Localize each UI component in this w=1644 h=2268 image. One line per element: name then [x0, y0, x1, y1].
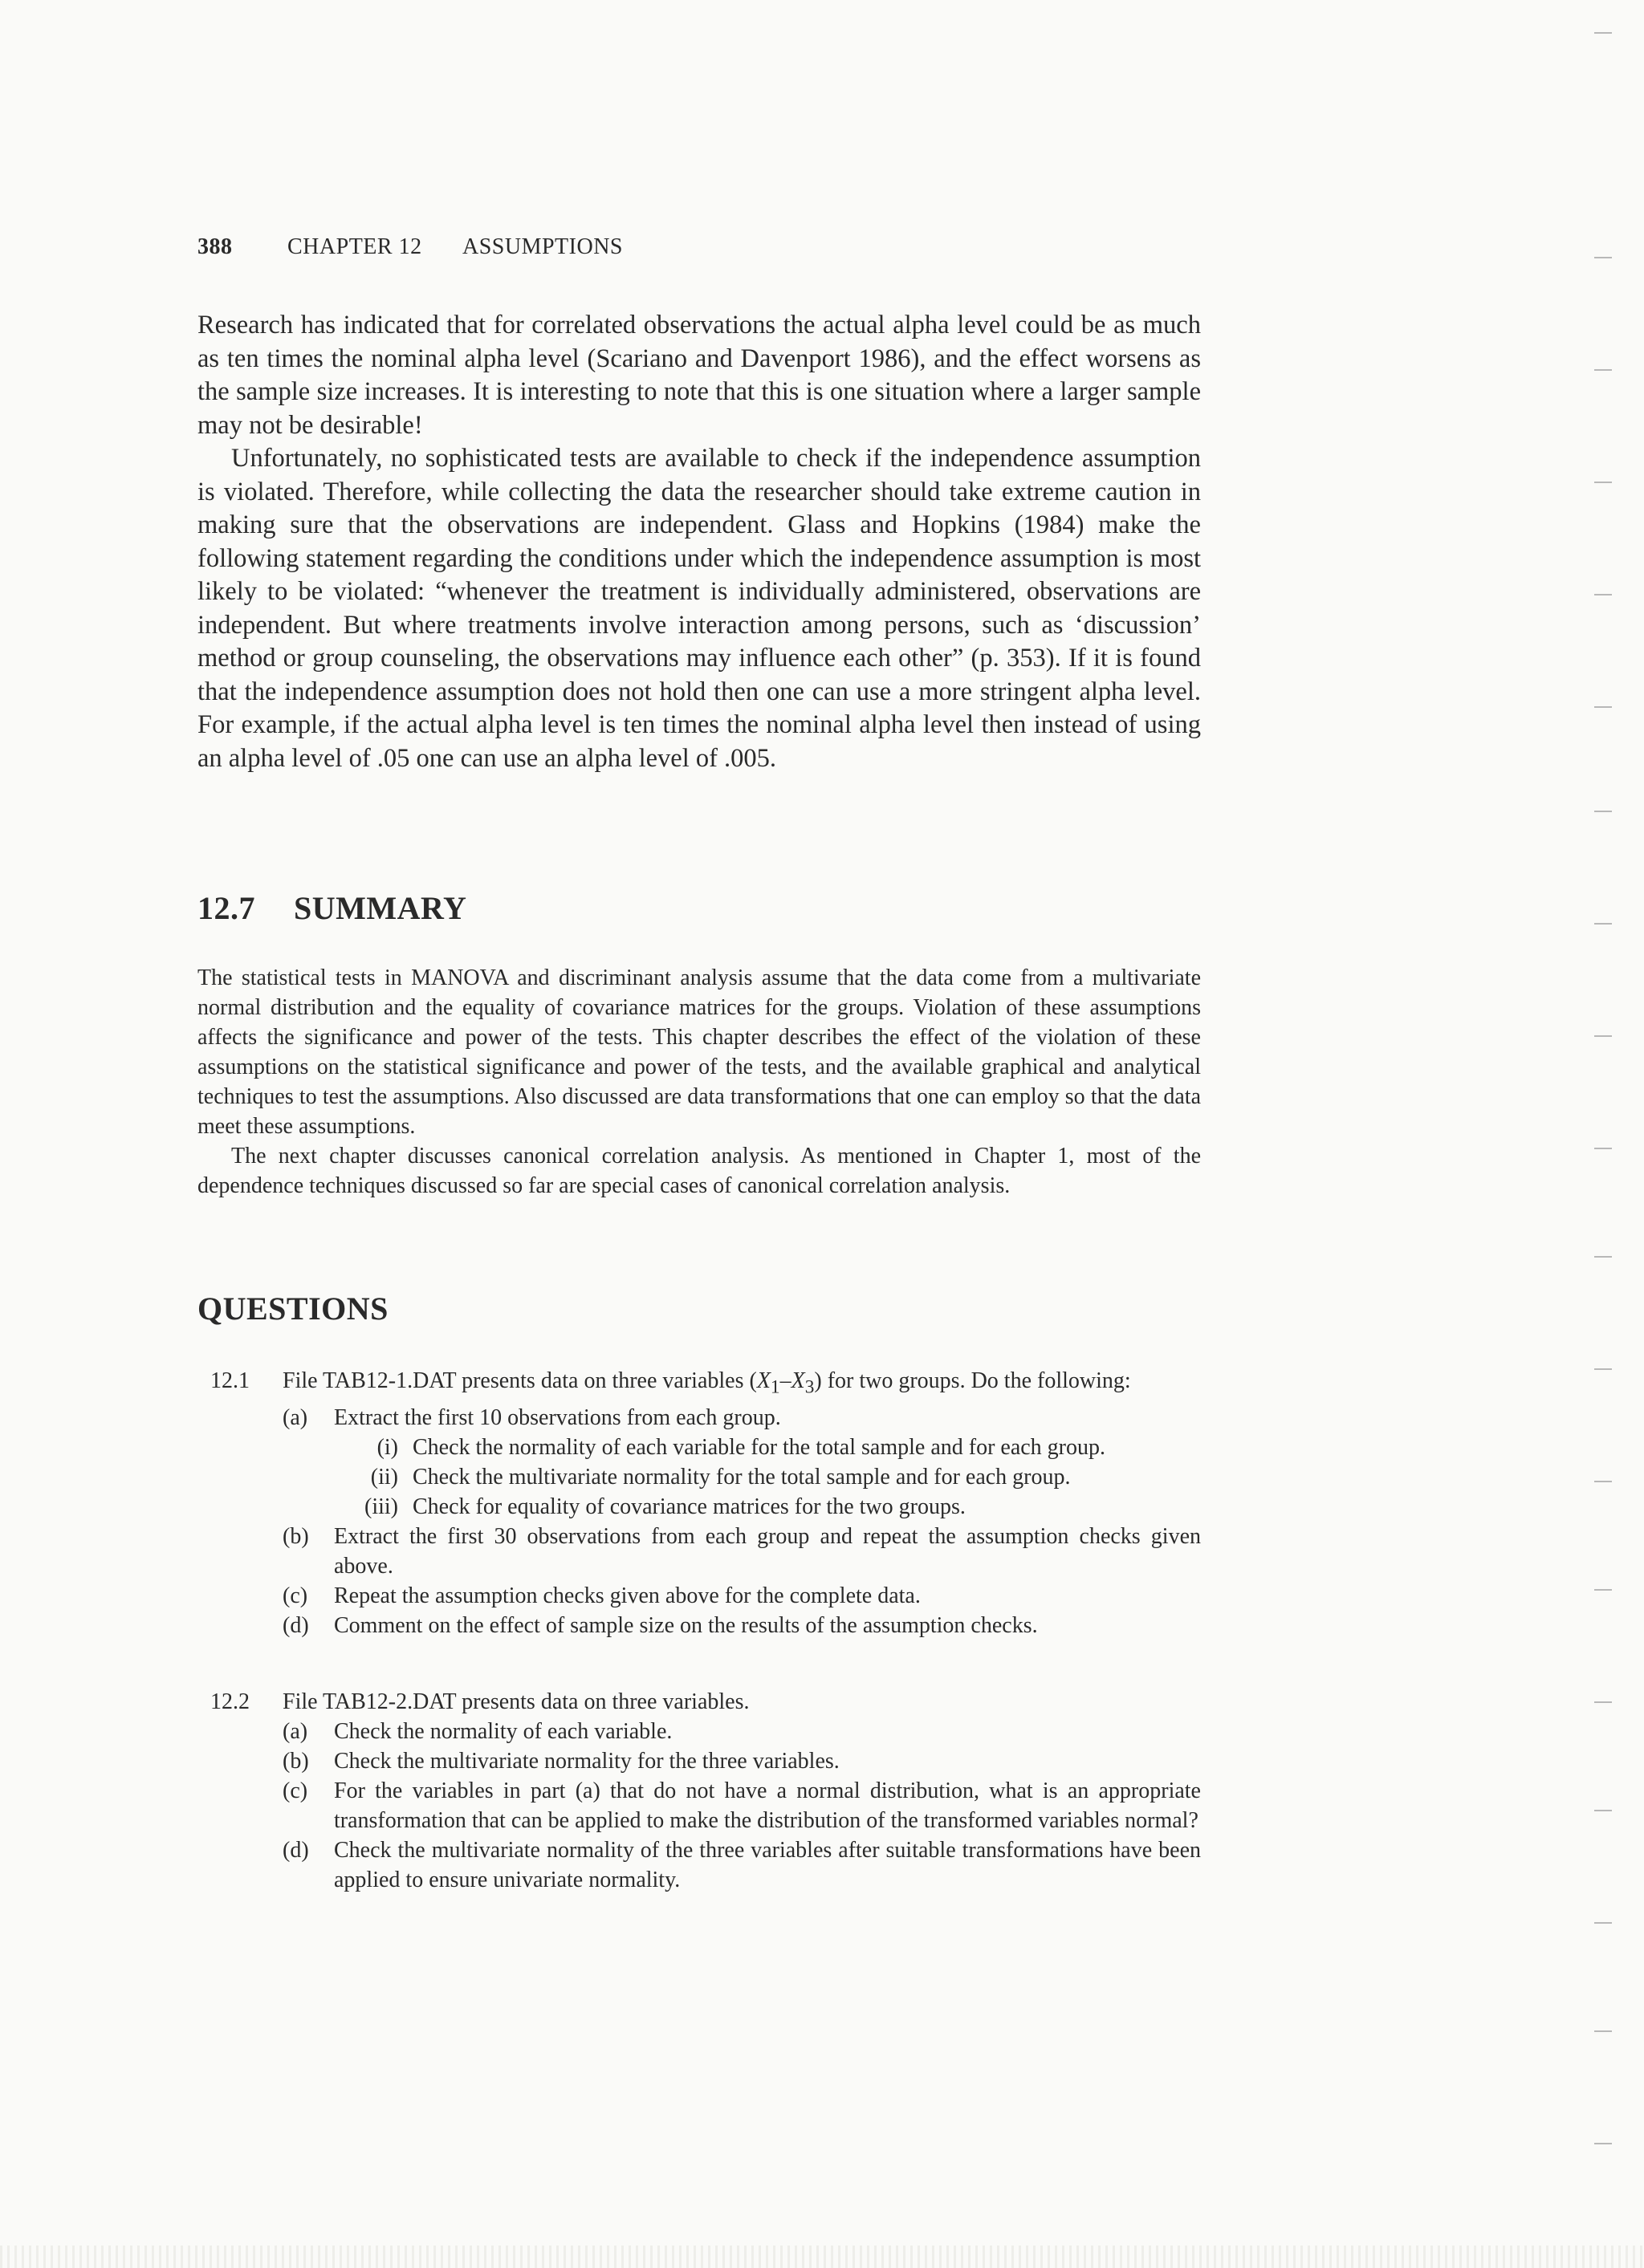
subitem-label: (ii) [370, 1464, 398, 1490]
scan-edge-mark [1594, 594, 1612, 595]
item-label: (d) [283, 1838, 309, 1863]
range-dash: – [779, 1368, 791, 1393]
question-text: File TAB12-2.DAT presents data on three variables. [283, 1689, 750, 1714]
item-text: Check the multivariate normality for the three variables. [334, 1749, 840, 1774]
scan-edge-mark [1594, 706, 1612, 708]
question-subitem [334, 1462, 1201, 1492]
item-text: Check the normality of each variable. [334, 1719, 673, 1744]
question-number: 12.2 [210, 1689, 250, 1714]
item-text: Comment on the effect of sample size on the results of the assumption checks. [334, 1612, 1038, 1638]
body-text [197, 309, 1201, 775]
subitem-label: (iii) [364, 1494, 398, 1519]
scan-edge-mark [1594, 1701, 1612, 1703]
question-item [283, 1835, 1201, 1895]
item-label: (c) [283, 1583, 308, 1608]
paragraph: Research has indicated that for correlated observations the actual alpha level could be as much as ten times the nominal alpha level (Scariano and Davenport 1986), and the effect worsens as the sample size increases. It is interesting to note that this is one situation where a larger sample may not be desirable! [197, 311, 1201, 440]
scan-edge-mark [1594, 482, 1612, 483]
section-number: 12.7 [197, 890, 255, 926]
paragraph: The next chapter discusses canonical correlation analysis. As mentioned in Chapter 1, most of the dependence techniques discussed so far are special cases of canonical correlation analysis. [197, 1144, 1201, 1198]
question-subitem [334, 1433, 1201, 1462]
question-number: 12.1 [210, 1368, 250, 1393]
chapter-label: CHAPTER 12 [287, 234, 422, 259]
variable-subscript: 1 [770, 1376, 780, 1398]
item-text: Repeat the assumption checks given above for the complete data. [334, 1583, 921, 1608]
item-text: For the variables in part (a) that do not have a normal distribution, what is an appropriate transformation that can be applied to make the distribution of the transformed variables normal? [334, 1778, 1201, 1833]
scan-edge-mark [1594, 1481, 1612, 1482]
scan-edge-mark [1594, 1922, 1612, 1924]
variable-subscript: 3 [804, 1376, 815, 1398]
question-12-1 [210, 1366, 1201, 1640]
item-label: (d) [283, 1612, 309, 1638]
scan-edge-mark [1594, 811, 1612, 812]
scan-edge-mark [1594, 923, 1612, 925]
item-label: (a) [283, 1719, 308, 1744]
section-title: SUMMARY [294, 890, 467, 926]
variable-symbol: X [791, 1368, 805, 1393]
questions-heading: QUESTIONS [197, 1290, 389, 1327]
item-text: Extract the first 10 observations from each group. [334, 1404, 781, 1430]
scan-edge-mark [1594, 2030, 1612, 2032]
scan-edge-mark [1594, 32, 1612, 34]
question-item [283, 1403, 1201, 1433]
scan-edge-mark [1594, 1589, 1612, 1591]
question-item [283, 1581, 1201, 1611]
question-item [283, 1746, 1201, 1776]
subitem-text: Check the multivariate normality for the total sample and for each group. [413, 1464, 1071, 1490]
running-header [197, 234, 623, 260]
scan-edge-mark [1594, 1035, 1612, 1037]
scan-edge-mark [1594, 2143, 1612, 2144]
question-text-part: ) for two groups. Do the following: [814, 1368, 1131, 1393]
section-heading [197, 889, 466, 927]
item-text: Extract the first 30 observations from each group and repeat the assumption checks given above. [334, 1523, 1201, 1579]
page-number: 388 [197, 234, 233, 259]
summary-text [197, 963, 1201, 1201]
subitem-label: (i) [376, 1434, 398, 1460]
scan-bottom-edge [0, 2246, 1644, 2268]
subitem-text: Check the normality of each variable for the total sample and for each group. [413, 1434, 1105, 1460]
scan-edge-mark [1594, 1368, 1612, 1370]
paragraph: The statistical tests in MANOVA and discriminant analysis assume that the data come from a multivariate normal distribution and the equality of covariance matrices for the groups. Violation of these assumptions affects the significance and power of the tests. This chapter describes the effect of the violation of these assumptions on the statistical significance and power of the tests, and the available graphical and analytical techniques to test the assumptions. Also discussed are data transformations that one can employ so that the data meet these assumptions. [197, 965, 1201, 1139]
scan-edge-mark [1594, 369, 1612, 371]
question-item [283, 1611, 1201, 1640]
item-label: (c) [283, 1778, 308, 1803]
question-item [283, 1776, 1201, 1835]
scan-edge-mark [1594, 1148, 1612, 1149]
scan-edge-mark [1594, 257, 1612, 258]
question-item [283, 1717, 1201, 1746]
question-12-2 [210, 1687, 1201, 1895]
question-item [283, 1522, 1201, 1581]
scan-edge-mark [1594, 1810, 1612, 1811]
question-text [283, 1366, 1201, 1403]
section-label: ASSUMPTIONS [462, 234, 623, 259]
question-text-part: File TAB12-1.DAT presents data on three variables ( [283, 1368, 757, 1393]
scan-edge-mark [1594, 1256, 1612, 1258]
variable-symbol: X [756, 1368, 771, 1393]
item-label: (a) [283, 1404, 308, 1430]
item-text: Check the multivariate normality of the three variables after suitable transformations have been applied to ensure univariate normality. [334, 1838, 1201, 1892]
subitem-text: Check for equality of covariance matrices for the two groups. [413, 1494, 966, 1519]
item-label: (b) [283, 1749, 309, 1774]
item-label: (b) [283, 1523, 309, 1549]
paragraph: Unfortunately, no sophisticated tests are available to check if the independence assumption is violated. Therefore, while collecting the data the researcher should take extreme caution in making sure that the observations are independent. Glass and Hopkins (1984) make the following statement regarding the conditions under which the independence assumption is most likely to be violated: “whenever the treatment is individually administered, observations are independent. But where treatments involve interaction among persons, such as ‘discussion’ method or group counseling, the observations may influence each other” (p. 353). If it is found that the independence assumption does not hold then one can use a more stringent alpha level. For example, if the actual alpha level is ten times the nominal alpha level then instead of using an alpha level of .05 one can use an alpha level of .005. [197, 444, 1201, 773]
question-subitem [334, 1492, 1201, 1522]
